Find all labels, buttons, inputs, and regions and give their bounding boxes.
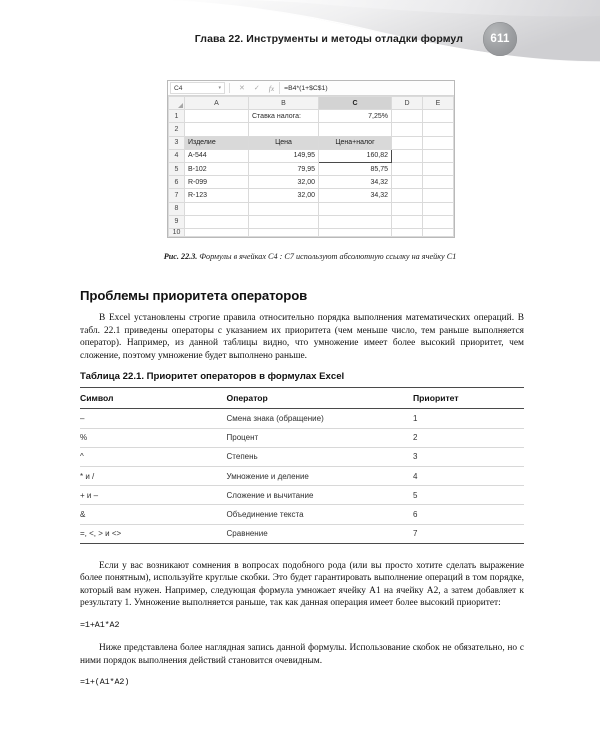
cell-c1[interactable]: 7,25% [319, 110, 392, 123]
cell-c7[interactable]: 34,32 [319, 189, 392, 202]
excel-row [169, 110, 454, 123]
cell-symbol: & [80, 505, 227, 524]
table-row [80, 466, 524, 485]
excel-grid [168, 96, 454, 237]
figure-caption [150, 251, 470, 262]
column-header-symbol: Символ [80, 388, 227, 409]
excel-row [169, 189, 454, 202]
cell-e6[interactable] [423, 176, 454, 189]
cell-c3[interactable]: Цена+налог [319, 136, 392, 149]
cell-a8[interactable] [185, 202, 249, 215]
cell-a2[interactable] [185, 123, 249, 136]
excel-row [169, 215, 454, 228]
formula-example-1: =1+A1*A2 [80, 620, 120, 631]
cell-b9[interactable] [249, 215, 319, 228]
cell-priority: 2 [413, 428, 524, 447]
figure-caption-text: Формулы в ячейках C4 : C7 используют абсолютную ссылку на ячейку C1 [199, 252, 457, 261]
excel-row [169, 162, 454, 175]
cell-symbol: ^ [80, 447, 227, 466]
cell-e4[interactable] [423, 149, 454, 162]
chapter-title: Глава 22. Инструменты и методы отладки формул [194, 33, 463, 45]
excel-row [169, 136, 454, 149]
table-row [80, 524, 524, 543]
cell-e1[interactable] [423, 110, 454, 123]
cell-symbol: =, <, > и <> [80, 524, 227, 543]
column-header-e[interactable]: E [423, 97, 454, 110]
operators-table-header-row [80, 388, 524, 409]
cell-priority: 5 [413, 486, 524, 505]
cell-a6[interactable]: R-099 [185, 176, 249, 189]
column-header-c[interactable]: C [319, 97, 392, 110]
cell-symbol: + и – [80, 486, 227, 505]
name-box-value: C4 [174, 84, 183, 92]
row-header[interactable]: 3 [169, 136, 185, 149]
excel-row [169, 149, 454, 162]
cell-b7[interactable]: 32,00 [249, 189, 319, 202]
row-header[interactable]: 10 [169, 228, 185, 236]
cell-a3[interactable]: Изделие [185, 136, 249, 149]
row-header[interactable]: 9 [169, 215, 185, 228]
excel-formula-bar [168, 81, 454, 96]
row-header[interactable]: 8 [169, 202, 185, 215]
table-row [80, 409, 524, 428]
cell-d10[interactable] [392, 228, 423, 236]
body-paragraph-1: В Excel установлены строгие правила относительно порядка выполнения математических операций. В табл. 22.1 приведены операторы с указанием их приоритета (чем меньше число, тем раньше выполняется оператор). Например, из данной таблицы видно, что умножение имеет более высокий приоритет, чем сложение, поэтому умножение будет выполнено раньше. [80, 313, 524, 361]
page-number-badge [483, 22, 517, 56]
table-row [80, 486, 524, 505]
excel-row [169, 176, 454, 189]
cell-operator: Сравнение [227, 524, 413, 543]
cell-b8[interactable] [249, 202, 319, 215]
cell-c9[interactable] [319, 215, 392, 228]
page-header [0, 0, 600, 72]
select-all-corner[interactable] [169, 97, 185, 110]
cell-symbol: % [80, 428, 227, 447]
insert-function-icon[interactable]: fx [268, 83, 275, 93]
cell-e10[interactable] [423, 228, 454, 236]
column-header-operator: Оператор [227, 388, 413, 409]
cell-c4[interactable]: 160,82 [319, 149, 392, 162]
cell-b5[interactable]: 79,95 [249, 162, 319, 175]
formula-input[interactable]: =B4*(1+$C$1) [279, 82, 454, 94]
cell-d7[interactable] [392, 189, 423, 202]
formula-example-2: =1+(A1*A2) [80, 677, 130, 688]
cell-priority: 6 [413, 505, 524, 524]
row-header[interactable]: 2 [169, 123, 185, 136]
cell-c8[interactable] [319, 202, 392, 215]
cell-e3[interactable] [423, 136, 454, 149]
cell-d6[interactable] [392, 176, 423, 189]
cell-b10[interactable] [249, 228, 319, 236]
cancel-icon[interactable]: ✕ [239, 85, 245, 92]
cell-operator: Процент [227, 428, 413, 447]
cell-e7[interactable] [423, 189, 454, 202]
cell-operator: Смена знака (обращение) [227, 409, 413, 428]
column-header-a[interactable]: A [185, 97, 249, 110]
cell-a10[interactable] [185, 228, 249, 236]
cell-priority: 1 [413, 409, 524, 428]
cell-e8[interactable] [423, 202, 454, 215]
cell-a5[interactable]: B-102 [185, 162, 249, 175]
column-header-priority: Приоритет [413, 388, 524, 409]
cell-operator: Объединение текста [227, 505, 413, 524]
cell-c2[interactable] [319, 123, 392, 136]
row-header[interactable]: 5 [169, 162, 185, 175]
cell-c6[interactable]: 34,32 [319, 176, 392, 189]
cell-symbol: – [80, 409, 227, 428]
body-paragraph-2: Если у вас возникают сомнения в вопросах подобного рода (или вы просто хотите сделать выражение более понятным), используйте круглые скобки. Это будет гарантировать выполнение операций в том порядке, который вам нужен. Например, следующая формула умножает ячейку A1 на ячейку A2, а затем добавляет к результату 1. Умножение выполняется раньше, так как данная операция имеет более высокий приоритет: [80, 560, 524, 609]
excel-column-header-row [169, 97, 454, 110]
table-row [80, 428, 524, 447]
cell-a7[interactable]: R-123 [185, 189, 249, 202]
cell-priority: 4 [413, 466, 524, 485]
row-header[interactable]: 6 [169, 176, 185, 189]
excel-row [169, 228, 454, 236]
name-box[interactable] [170, 82, 225, 94]
row-header[interactable]: 4 [169, 149, 185, 162]
column-header-d[interactable]: D [392, 97, 423, 110]
cell-b1[interactable]: Ставка налога: [249, 110, 319, 123]
cell-e5[interactable] [423, 162, 454, 175]
cell-d2[interactable] [392, 123, 423, 136]
cell-a9[interactable] [185, 215, 249, 228]
column-header-b[interactable]: B [249, 97, 319, 110]
cell-a1[interactable] [185, 110, 249, 123]
operators-table-title: Таблица 22.1. Приоритет операторов в формулах Excel [80, 371, 345, 383]
figure-caption-label: Рис. 22.3. [163, 252, 198, 261]
cell-c10[interactable] [319, 228, 392, 236]
cell-symbol: * и / [80, 466, 227, 485]
excel-row [169, 123, 454, 136]
cell-d8[interactable] [392, 202, 423, 215]
cell-d5[interactable] [392, 162, 423, 175]
cell-priority: 7 [413, 524, 524, 543]
cell-b2[interactable] [249, 123, 319, 136]
cell-c5[interactable]: 85,75 [319, 162, 392, 175]
excel-screenshot-figure [167, 80, 455, 238]
cell-e2[interactable] [423, 123, 454, 136]
cell-d9[interactable] [392, 215, 423, 228]
cell-e9[interactable] [423, 215, 454, 228]
excel-row [169, 202, 454, 215]
cell-priority: 3 [413, 447, 524, 466]
formula-bar-icon-group [234, 84, 279, 93]
cell-d4[interactable] [392, 149, 423, 162]
cell-operator: Умножение и деление [227, 466, 413, 485]
cell-b3[interactable]: Цена [249, 136, 319, 149]
confirm-check-icon[interactable]: ✓ [253, 85, 260, 92]
cell-b4[interactable]: 149,95 [249, 149, 319, 162]
formula-bar-divider [229, 83, 230, 93]
cell-operator: Степень [227, 447, 413, 466]
table-row [80, 505, 524, 524]
row-header[interactable]: 7 [169, 189, 185, 202]
chevron-down-icon: ▾ [218, 84, 221, 91]
page-content [80, 288, 524, 699]
cell-a4[interactable]: A-544 [185, 149, 249, 162]
cell-b6[interactable]: 32,00 [249, 176, 319, 189]
page-number: 611 [490, 33, 510, 45]
cell-operator: Сложение и вычитание [227, 486, 413, 505]
row-header[interactable]: 1 [169, 110, 185, 123]
section-heading: Проблемы приоритета операторов [80, 288, 308, 303]
cell-d3[interactable] [392, 136, 423, 149]
operators-table [80, 387, 524, 543]
body-paragraph-3: Ниже представлена более наглядная запись данной формулы. Использование скобок не обязательно, но с ними порядок выполнения действий становится очевидным. [80, 643, 524, 666]
table-row [80, 447, 524, 466]
cell-d1[interactable] [392, 110, 423, 123]
